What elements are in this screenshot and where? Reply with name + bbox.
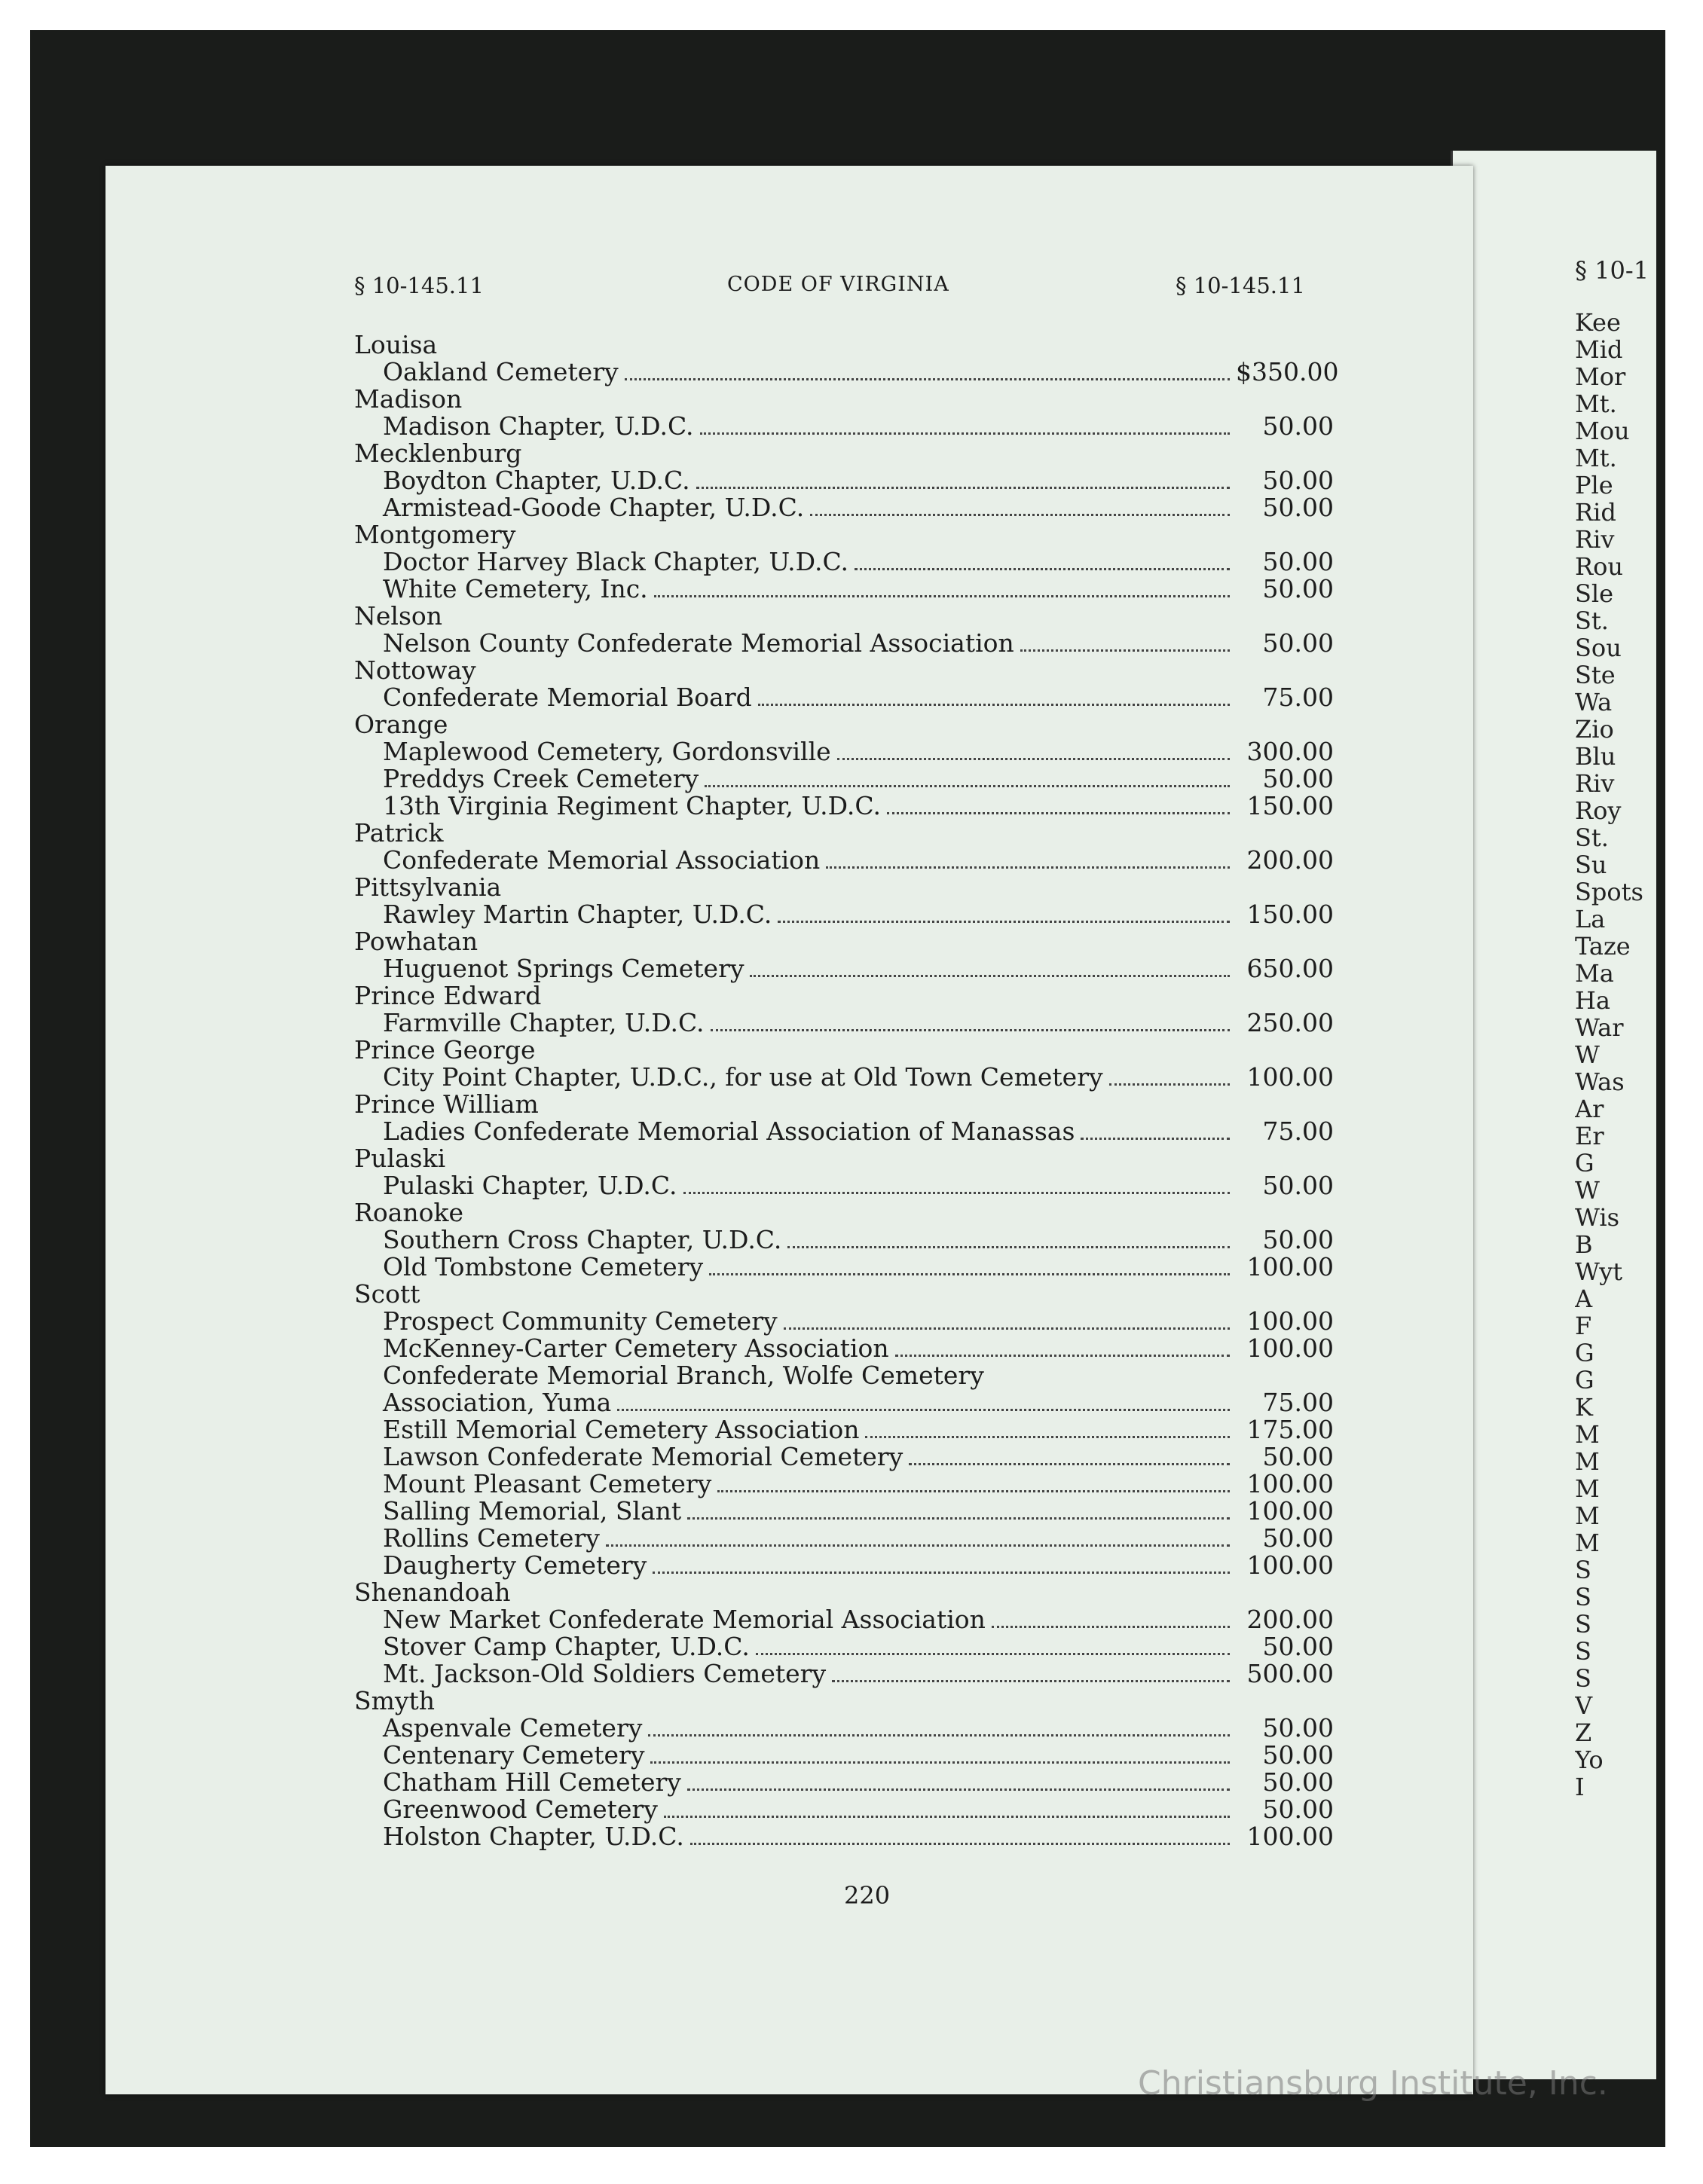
entry-name: Holston Chapter, U.D.C. [383, 1822, 684, 1851]
adjacent-page-fragment: M [1575, 1420, 1600, 1449]
dot-leader [750, 975, 1230, 977]
adjacent-page-fragment: Mid [1575, 335, 1623, 364]
entry-amount: 250.00 [1246, 1008, 1334, 1037]
county-heading: Scott [354, 1279, 420, 1309]
appropriation-entry [354, 1254, 1334, 1281]
adjacent-page-fragment: K [1575, 1393, 1593, 1422]
adjacent-page-fragment: Ha [1575, 986, 1610, 1015]
adjacent-page-fragment: M [1575, 1529, 1600, 1557]
dot-leader [687, 1788, 1230, 1791]
dot-leader [700, 432, 1230, 435]
entry-amount: 100.00 [1246, 1550, 1334, 1580]
entry-amount: 75.00 [1262, 1116, 1334, 1146]
adjacent-page-fragment: Wis [1575, 1203, 1619, 1232]
adjacent-page-fragment: G [1575, 1149, 1594, 1178]
entry-name: Oakland Cemetery [383, 357, 619, 386]
entry-amount: 300.00 [1246, 737, 1334, 766]
adjacent-page-fragment: S [1575, 1556, 1591, 1584]
appropriation-entry [354, 1443, 1334, 1471]
entry-amount: 50.00 [1262, 493, 1334, 522]
dot-leader [784, 1327, 1230, 1330]
appropriation-entry [354, 357, 1339, 386]
header-section-left: § 10-145.11 [354, 273, 484, 298]
appropriation-entry [354, 1715, 1334, 1742]
entry-amount: 50.00 [1262, 466, 1334, 495]
entry-name: Prospect Community Cemetery [383, 1306, 778, 1336]
dot-leader [687, 1517, 1230, 1520]
adjacent-page-fragment: Rou [1575, 552, 1623, 581]
adjacent-page-fragment: La [1575, 905, 1606, 933]
entry-amount: 100.00 [1246, 1062, 1334, 1092]
adjacent-page-fragment: Spots [1575, 878, 1643, 906]
appropriation-entry [354, 548, 1334, 576]
entry-name: Old Tombstone Cemetery [383, 1252, 704, 1281]
entry-name: Centenary Cemetery [383, 1740, 645, 1770]
appropriation-entry [354, 901, 1334, 928]
dot-leader [654, 595, 1230, 597]
page-number: 220 [844, 1881, 891, 1910]
adjacent-page-fragment: Sou [1575, 634, 1622, 662]
entry-name: Confederate Memorial Association [383, 845, 821, 875]
dot-leader [1109, 1083, 1230, 1086]
entry-name: Preddys Creek Cemetery [383, 764, 699, 793]
adjacent-page-fragment: S [1575, 1664, 1591, 1693]
appropriation-entry [354, 1172, 1334, 1199]
dot-leader [648, 1734, 1230, 1737]
dot-leader [992, 1626, 1230, 1628]
entry-amount: 75.00 [1262, 683, 1334, 712]
adjacent-page-fragment: S [1575, 1610, 1591, 1639]
adjacent-page-fragment: Riv [1575, 769, 1615, 798]
entry-name: Mount Pleasant Cemetery [383, 1469, 712, 1498]
dot-leader [778, 921, 1230, 923]
dot-leader [758, 704, 1230, 706]
appropriation-entry [354, 1416, 1334, 1443]
county-heading: Madison [354, 384, 463, 414]
entry-amount: 100.00 [1246, 1496, 1334, 1526]
county-heading: Louisa [354, 330, 438, 359]
entry-name: Greenwood Cemetery [383, 1795, 658, 1824]
entry-name: Farmville Chapter, U.D.C. [383, 1008, 705, 1037]
entry-name: City Point Chapter, U.D.C., for use at Old Town Cemetery [383, 1062, 1103, 1092]
top-dark-border [30, 30, 1665, 166]
appropriation-entry [354, 576, 1334, 603]
entry-name: Maplewood Cemetery, Gordonsville [383, 737, 831, 766]
county-heading: Prince George [354, 1035, 536, 1065]
dot-leader [690, 1843, 1230, 1845]
entry-name: Boydton Chapter, U.D.C. [383, 466, 690, 495]
dot-leader [837, 758, 1230, 760]
appropriation-entry [354, 630, 1334, 657]
entry-amount: 200.00 [1246, 1605, 1334, 1634]
appropriation-entry [354, 1823, 1334, 1850]
adjacent-page-fragment: G [1575, 1339, 1594, 1367]
entry-name: Ladies Confederate Memorial Association of Manassas [383, 1116, 1075, 1146]
adjacent-page-header: § 10-1 [1575, 256, 1649, 285]
adjacent-page-fragment: Wa [1575, 688, 1613, 716]
left-dark-border [30, 30, 113, 2147]
entry-amount: 75.00 [1262, 1388, 1334, 1417]
appropriation-entry [354, 494, 1334, 521]
entry-name: 13th Virginia Regiment Chapter, U.D.C. [383, 791, 881, 820]
adjacent-page-fragment: Ar [1575, 1095, 1604, 1123]
entry-amount: 650.00 [1246, 954, 1334, 983]
appropriation-entry [354, 684, 1334, 711]
adjacent-page-fragment: V [1575, 1691, 1593, 1720]
county-heading: Roanoke [354, 1198, 464, 1227]
dot-leader [625, 378, 1230, 380]
dot-leader [787, 1246, 1230, 1248]
county-heading: Nottoway [354, 655, 476, 685]
county-heading: Shenandoah [354, 1578, 511, 1607]
adjacent-page-fragment: St. [1575, 823, 1609, 852]
county-heading: Pittsylvania [354, 872, 502, 902]
dot-leader [683, 1192, 1231, 1194]
adjacent-page-fragment: Wyt [1575, 1257, 1623, 1286]
appropriation-entry [354, 1552, 1334, 1579]
entry-amount: 50.00 [1262, 1795, 1334, 1824]
adjacent-page-fragment: M [1575, 1447, 1600, 1476]
entry-name: Lawson Confederate Memorial Cemetery [383, 1442, 903, 1471]
appropriation-entry [354, 1498, 1334, 1525]
dot-leader [855, 568, 1230, 570]
adjacent-page-fragment: Ste [1575, 661, 1616, 689]
dot-leader [895, 1355, 1230, 1357]
entry-name: Doctor Harvey Black Chapter, U.D.C. [383, 547, 849, 576]
entry-amount: 100.00 [1246, 1822, 1334, 1851]
adjacent-page-fragment: M [1575, 1474, 1600, 1503]
dot-leader [617, 1409, 1230, 1411]
entry-name: McKenney-Carter Cemetery Association [383, 1333, 889, 1363]
appropriation-entry [354, 1010, 1334, 1037]
adjacent-page-fragment: Er [1575, 1122, 1604, 1150]
entry-name: Estill Memorial Cemetery Association [383, 1415, 860, 1444]
entry-amount: 50.00 [1262, 1442, 1334, 1471]
adjacent-page-fragment: S [1575, 1583, 1591, 1611]
appropriation-entry [354, 1308, 1334, 1335]
entry-name: Confederate Memorial Branch, Wolfe Cemetery [383, 1361, 984, 1390]
dot-leader [653, 1572, 1230, 1574]
entry-amount: 50.00 [1262, 1740, 1334, 1770]
entry-amount: 50.00 [1262, 1632, 1334, 1661]
adjacent-page-fragment: Ple [1575, 471, 1613, 499]
county-heading: Prince William [354, 1089, 539, 1119]
entry-name: Madison Chapter, U.D.C. [383, 411, 694, 441]
appropriation-entry [354, 1362, 1334, 1389]
entry-name: Rollins Cemetery [383, 1523, 600, 1553]
appropriation-entry [354, 1606, 1334, 1633]
entry-name: Armistead-Goode Chapter, U.D.C. [383, 493, 805, 522]
appropriation-entry [354, 467, 1334, 494]
entry-name: White Cemetery, Inc. [383, 574, 648, 603]
adjacent-page-fragment: St. [1575, 606, 1609, 635]
dot-leader [717, 1490, 1230, 1492]
adjacent-page-fragment: Mor [1575, 362, 1626, 391]
header-section-right: § 10-145.11 [1176, 273, 1305, 298]
adjacent-page-fragment: Mt. [1575, 444, 1617, 472]
entry-name: New Market Confederate Memorial Association [383, 1605, 986, 1634]
dot-leader [832, 1680, 1230, 1682]
entry-name: Aspenvale Cemetery [383, 1713, 643, 1743]
adjacent-page-fragment: S [1575, 1637, 1591, 1666]
adjacent-page-fragment: Kee [1575, 308, 1621, 337]
adjacent-page-fragment: Z [1575, 1718, 1592, 1747]
entry-amount: 50.00 [1262, 574, 1334, 603]
entry-amount: 150.00 [1246, 900, 1334, 929]
adjacent-page-fragment: Blu [1575, 742, 1616, 771]
entry-amount: 50.00 [1262, 764, 1334, 793]
adjacent-page-fragment: Sle [1575, 579, 1614, 608]
entry-amount: 50.00 [1262, 1713, 1334, 1743]
entry-amount: 50.00 [1262, 1171, 1334, 1200]
adjacent-page-fragment: War [1575, 1013, 1624, 1042]
county-heading: Mecklenburg [354, 438, 522, 468]
appropriation-entry [354, 955, 1334, 982]
dot-leader [650, 1761, 1230, 1764]
entry-amount: 50.00 [1262, 1767, 1334, 1797]
appropriation-entry [354, 1471, 1334, 1498]
entry-name: Daugherty Cemetery [383, 1550, 647, 1580]
county-heading: Prince Edward [354, 981, 542, 1010]
adjacent-page-fragment: W [1575, 1176, 1600, 1205]
appropriation-entry [354, 1525, 1334, 1552]
entry-name: Southern Cross Chapter, U.D.C. [383, 1225, 782, 1254]
entry-amount: 150.00 [1246, 791, 1334, 820]
adjacent-page-fragment: A [1575, 1284, 1593, 1313]
entry-name: Rawley Martin Chapter, U.D.C. [383, 900, 772, 929]
dot-leader [826, 866, 1230, 869]
adjacent-page-fragment: Roy [1575, 796, 1622, 825]
adjacent-page-fragment: Su [1575, 851, 1607, 879]
appropriation-entry [354, 1742, 1334, 1769]
entry-amount: 100.00 [1246, 1252, 1334, 1281]
entry-amount: 175.00 [1246, 1415, 1334, 1444]
entry-name: Huguenot Springs Cemetery [383, 954, 744, 983]
entry-amount: 50.00 [1262, 628, 1334, 658]
entry-amount: 100.00 [1246, 1306, 1334, 1336]
adjacent-page-fragment: Mt. [1575, 389, 1617, 418]
appropriation-entry [354, 1660, 1334, 1688]
adjacent-page-fragment: W [1575, 1040, 1600, 1069]
entry-name: Mt. Jackson-Old Soldiers Cemetery [383, 1659, 827, 1688]
dot-leader [865, 1436, 1230, 1438]
entry-name: Stover Camp Chapter, U.D.C. [383, 1632, 750, 1661]
appropriation-entry [354, 1118, 1334, 1145]
appropriation-entry [354, 1389, 1334, 1416]
entry-name: Confederate Memorial Board [383, 683, 752, 712]
entry-amount: 200.00 [1246, 845, 1334, 875]
dot-leader [810, 514, 1230, 516]
entry-name: Salling Memorial, Slant [383, 1496, 682, 1526]
adjacent-page-fragment: Riv [1575, 525, 1615, 554]
dot-leader [606, 1544, 1230, 1547]
entry-amount: 50.00 [1262, 547, 1334, 576]
appropriation-entry [354, 1796, 1334, 1823]
adjacent-page-fragment: G [1575, 1366, 1594, 1394]
appropriations-list [354, 330, 1339, 1851]
adjacent-page-fragment: Was [1575, 1068, 1625, 1096]
dot-leader [696, 487, 1230, 489]
entry-amount: $350.00 [1236, 357, 1339, 386]
dot-leader [664, 1816, 1230, 1818]
county-heading: Nelson [354, 601, 443, 631]
dot-leader [705, 785, 1230, 787]
entry-amount: 50.00 [1262, 1523, 1334, 1553]
watermark: Christiansburg Institute, Inc. [1138, 2064, 1608, 2103]
appropriation-entry [354, 413, 1334, 440]
dot-leader [909, 1463, 1230, 1465]
dot-leader [711, 1029, 1230, 1031]
adjacent-page-text [1575, 256, 1658, 1801]
county-heading: Patrick [354, 818, 444, 848]
adjacent-page-fragment: Ma [1575, 959, 1614, 988]
county-heading: Pulaski [354, 1144, 446, 1173]
appropriation-entry [354, 738, 1334, 765]
appropriation-entry [354, 1633, 1334, 1660]
dot-leader [1020, 649, 1230, 652]
appropriation-entry [354, 1769, 1334, 1796]
county-heading: Smyth [354, 1686, 436, 1715]
county-heading: Montgomery [354, 520, 516, 549]
adjacent-page-fragment: Yo [1575, 1746, 1604, 1774]
dot-leader [887, 812, 1230, 814]
adjacent-page-fragment: F [1575, 1312, 1592, 1340]
entry-amount: 500.00 [1246, 1659, 1334, 1688]
dot-leader [756, 1653, 1230, 1655]
entry-name: Chatham Hill Cemetery [383, 1767, 681, 1797]
adjacent-page-fragment: I [1575, 1773, 1585, 1801]
dot-leader [1081, 1138, 1230, 1140]
entry-amount: 50.00 [1262, 411, 1334, 441]
entry-name: Pulaski Chapter, U.D.C. [383, 1171, 677, 1200]
appropriation-entry [354, 847, 1334, 874]
adjacent-page-fragment: Mou [1575, 417, 1630, 445]
appropriation-entry [354, 765, 1334, 793]
entry-name: Nelson County Confederate Memorial Association [383, 628, 1014, 658]
entry-name: Association, Yuma [383, 1388, 612, 1417]
entry-amount: 100.00 [1246, 1469, 1334, 1498]
entry-amount: 50.00 [1262, 1225, 1334, 1254]
appropriation-entry [354, 1335, 1334, 1362]
appropriation-entry [354, 1064, 1334, 1091]
county-heading: Powhatan [354, 927, 478, 956]
adjacent-page-fragment: Rid [1575, 498, 1616, 527]
adjacent-page-fragment: B [1575, 1230, 1593, 1259]
appropriation-entry [354, 1226, 1334, 1254]
adjacent-page-fragment: Zio [1575, 715, 1614, 744]
adjacent-page-fragment: Taze [1575, 932, 1631, 961]
appropriation-entry [354, 793, 1334, 820]
entry-amount: 100.00 [1246, 1333, 1334, 1363]
county-heading: Orange [354, 710, 448, 739]
adjacent-page-fragment: M [1575, 1501, 1600, 1530]
dot-leader [709, 1273, 1230, 1275]
header-title: CODE OF VIRGINIA [727, 273, 949, 296]
